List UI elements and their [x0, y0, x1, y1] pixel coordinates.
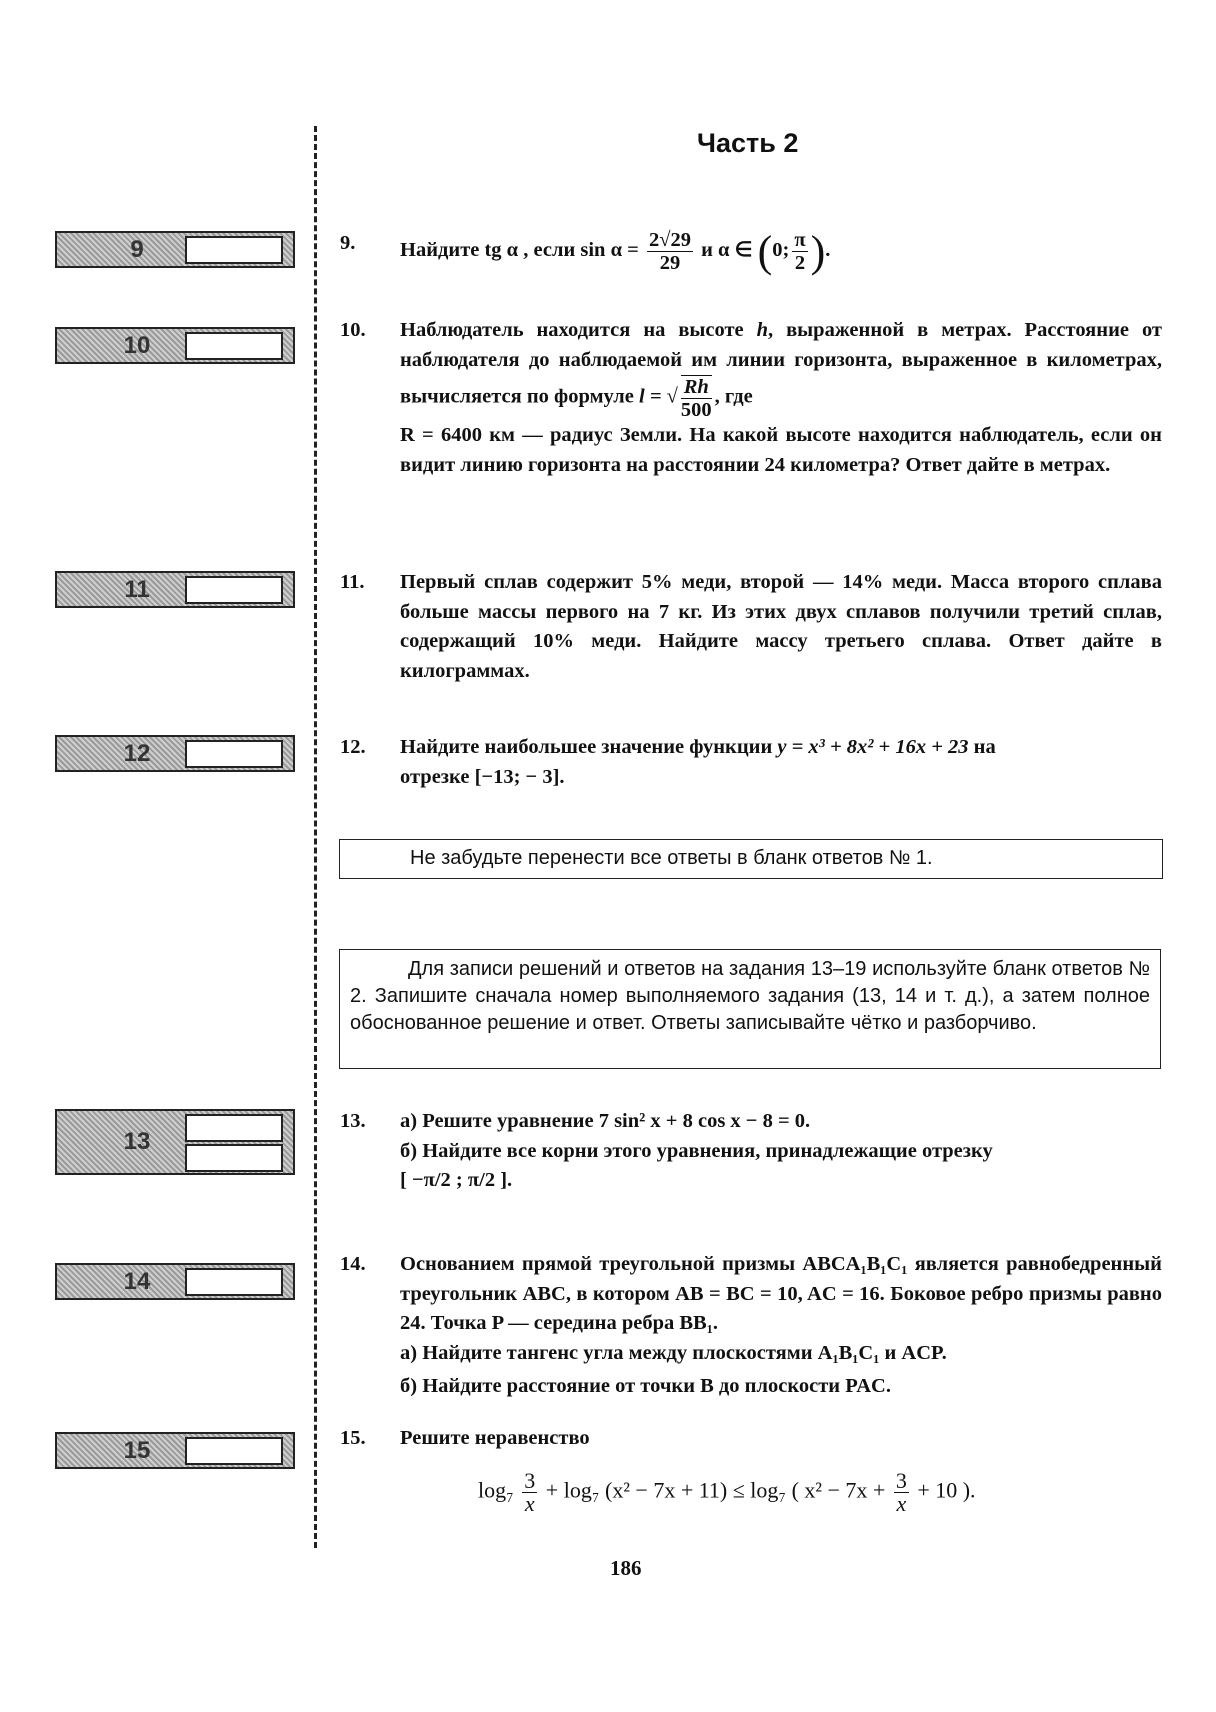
answer-box-9: 9	[55, 231, 295, 268]
answer-box-13: 13	[55, 1109, 295, 1175]
problem-15: 15. Решите неравенство	[340, 1427, 590, 1449]
cut-line	[314, 126, 317, 1548]
page-number: 186	[610, 1556, 642, 1580]
problem-10: 10. Наблюдатель находится на высоте h, выраженной в метрах. Расстояние от наблюдателя до наблюдаемой им линии горизонта, выраженное в километрах, вычисляется по формуле l = √ $\frac{Rh}{500}$ , где R = 6400 км — радиус Земли. На какой высоте находится наблюдатель, если он видит линию горизонта на расстоянии 24 километра? Ответ дайте в метрах.	[340, 319, 1162, 476]
answer-field[interactable]	[185, 576, 283, 604]
reminder-notice: Не забудьте перенести все ответы в бланк ответов № 1.	[339, 839, 1163, 879]
answer-field[interactable]	[185, 1114, 283, 1142]
answer-field[interactable]	[185, 236, 283, 264]
answer-box-14: 14	[55, 1263, 295, 1300]
answer-field[interactable]	[185, 740, 283, 768]
inequality-formula: log₇ $\frac{3}{x}$ + log₇ (x² − 7x + 11) ≤ log₇ ( x² − 7x + $\frac{3}{x}$ + 10 ).	[478, 1468, 976, 1516]
answer-field[interactable]	[185, 1268, 283, 1296]
problem-12: 12. Найдите наибольшее значение функции y = x³ + 8x² + 16x + 23 на отрезке [−13; − 3].	[340, 736, 996, 788]
problem-9: 9. Найдите tg α , если sin α = $\frac{2√29}{29}$ и α ∈ (0; $\frac{\pi}{2}$ ).	[340, 226, 831, 276]
problem-14: 14. Основанием прямой треугольной призмы ABCA₁B₁C₁ является равнобедренный треугольник ABC, в котором AB = BC = 10, AC = 16. Боковое ребро призмы равно 24. Точка P — середина ребра BB₁. а) Найдите тангенс угла между плоскостями A₁B₁C₁ и ACP. б) Найдите расстояние от точки B до плоскости PAC.	[340, 1253, 1162, 1397]
answer-box-10: 10	[55, 327, 295, 364]
problem-13: 13. а) Решите уравнение 7 sin² x + 8 cos x − 8 = 0. б) Найдите все корни этого уравнения, принадлежащие отрезку [ −π/2 ; π/2 ].	[340, 1110, 993, 1191]
answer-field[interactable]	[185, 1144, 283, 1172]
answer-box-11: 11	[55, 571, 295, 608]
instructions-notice: Для записи решений и ответов на задания 13–19 используйте бланк ответов № 2. Запишите сначала номер выполняемого задания (13, 14 и т. д.), а затем полное обоснованное решение и ответ. Ответы записывайте чётко и разборчиво.	[339, 949, 1161, 1069]
answer-field[interactable]	[185, 1437, 283, 1465]
answer-box-15: 15	[55, 1432, 295, 1469]
answer-field[interactable]	[185, 332, 283, 360]
section-title: Часть 2	[697, 128, 799, 158]
problem-11: 11. Первый сплав содержит 5% меди, второй — 14% меди. Масса второго сплава больше массы первого на 7 кг. Из этих двух сплавов получили третий сплав, содержащий 10% меди. Найдите массу третьего сплава. Ответ дайте в килограммах.	[340, 571, 1162, 682]
answer-box-12: 12	[55, 735, 295, 772]
